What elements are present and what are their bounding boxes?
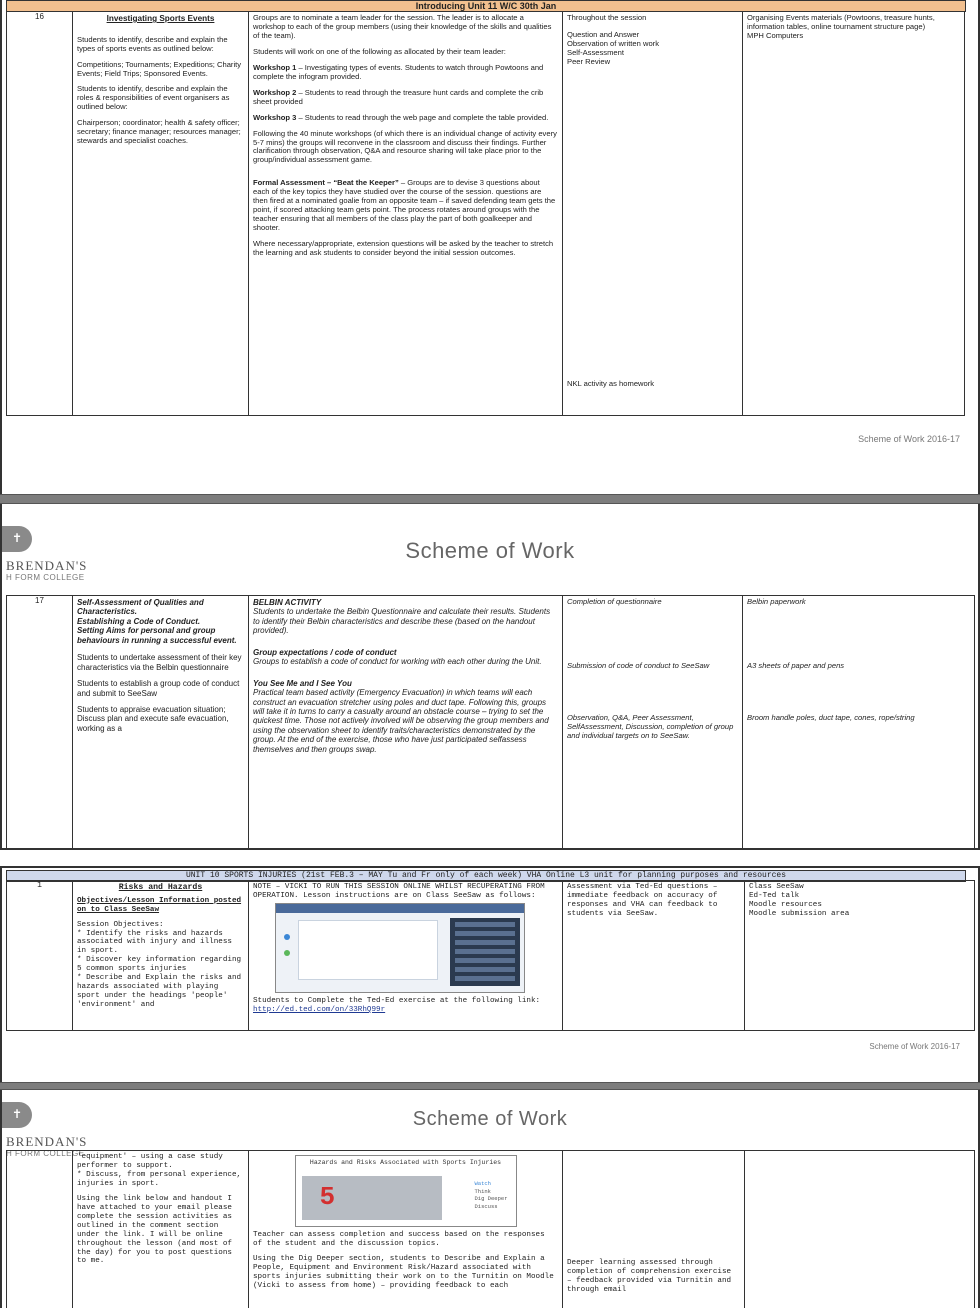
page-footer: Scheme of Work 2016-17	[858, 434, 960, 444]
scheme-table-week-16	[6, 11, 965, 416]
objectives-heading: Objectives/Lesson Information posted on to Class SeeSaw	[77, 896, 242, 914]
resource-item: Broom handle poles, duct tape, cones, rope/string	[747, 713, 915, 722]
assessment-item: Assessment via Ted-Ed questions – immediate feedback on accuracy of responses and VHA can feedback to students via SeeSaw.	[567, 883, 718, 918]
session-title: Risks and Hazards	[118, 883, 203, 892]
assessment-cell	[563, 12, 743, 416]
assessment-item: Observation, Q&A, Peer Assessment, SelfAssessment, Discussion, completion of group and individual targets on to SeeSaw.	[567, 713, 734, 740]
workshop-body: – Investigating types of events. Students to watch through Powtoons and complete the infogram provided.	[253, 62, 544, 81]
assessment-cell	[563, 596, 743, 849]
menu-dig-deeper: Dig Deeper	[474, 1195, 508, 1203]
workshop-2	[253, 89, 558, 107]
page-1	[0, 0, 980, 496]
session-title: Setting Aims for personal and group behaviours in running a successful event.	[77, 626, 237, 645]
activity-body: Students to undertake the Belbin Questionnaire and calculate their results. Students to identify their Belbin characteristics and describe these (based on the handout provided).	[253, 607, 551, 636]
assessment-cell	[563, 1151, 745, 1308]
page-separator	[0, 1082, 980, 1090]
objectives-cell	[73, 881, 249, 1031]
objectives-cell	[73, 12, 249, 416]
table-row	[7, 1151, 975, 1308]
objective-text: Using the link below and handout I have attached to your email please complete the session activities as outlined in the comment section under the link. I will be online throughout the lesson (and most of the day) for you to post questions to me.	[77, 1194, 232, 1266]
objective-text: Students to identify, describe and explain the types of sports events as outlined below:	[77, 34, 228, 53]
resource-item: MPH Computers	[747, 30, 804, 40]
ted-video-thumbnail[interactable]	[295, 1155, 517, 1227]
session-title: Establishing a Code of Conduct.	[77, 616, 201, 626]
workshop-heading: Workshop 1	[253, 62, 297, 72]
unit-banner: Introducing Unit 11 W/C 30th Jan	[6, 0, 966, 12]
logo-subtitle: H FORM COLLEGE	[6, 573, 85, 582]
table-row	[7, 596, 975, 849]
objective-text: * Describe and Explain the risks and hazards associated with playing sport under the headings 'people' 'environment' and	[77, 974, 242, 1010]
table-row	[7, 881, 975, 1031]
page-3	[0, 868, 980, 1082]
activity-heading: Group expectations / code of conduct	[253, 647, 397, 657]
objective-text: Students to appraise evacuation situation; Discuss plan and execute safe evacuation, working as a	[77, 704, 229, 733]
thumbnail-title: Hazards and Risks Associated with Sports Injuries	[309, 1159, 502, 1166]
activity-heading: You See Me and I See You	[253, 678, 352, 688]
formal-assessment-heading: Formal Assessment – “Beat the Keeper”	[253, 178, 399, 188]
menu-discuss: Discuss	[474, 1203, 498, 1211]
crest-icon: ✝	[2, 526, 32, 552]
formal-assessment-body: – Groups are to devise 3 questions about each of the key topics they have studied over the course of the session. questions are then fired at a nominated goalie from an opposite team – if saved defending team gets the point, if scored attacking team gets point. The process rotates around groups with the teacher ensuring that all members of the class play the part of both goalkeeper and shooter.	[253, 178, 556, 233]
ted-instruction: Students to Complete the Ted-Ed exercise at the following link:	[253, 996, 541, 1005]
logo-name: BRENDAN'S	[6, 558, 88, 573]
seesaw-dot	[284, 950, 290, 956]
seesaw-dot	[284, 934, 290, 940]
workshop-1	[253, 64, 558, 82]
activity-body: Groups to establish a code of conduct for working with each other during the Unit.	[253, 657, 542, 667]
activity-body: Practical team based activity (Emergency Evacuation) in which teams will each construct an evacuation stretcher using poles and duct tape. Following this, groups will take it in turns to carry a casualty around an obstacle course – trying to set the quickest time. Those not actively involved will be observing the group members and using the observation sheet to identify traits/characteristics demonstrated by the group. At the end of the exercise, those who have just participated selfassess themselves and then groups swap.	[253, 688, 549, 754]
activity-intro: Students will work on one of the following as allocated by their team leader:	[253, 46, 506, 56]
resources-cell	[743, 596, 975, 849]
workshop-heading: Workshop 2	[253, 87, 297, 97]
objectives-cell	[73, 596, 249, 849]
logo-name: BRENDAN'S	[6, 1134, 88, 1149]
resource-item: Moodle resources	[749, 900, 822, 909]
page-separator	[0, 848, 980, 868]
assessment-item: Observation of written work	[567, 38, 660, 48]
objective-text: Chairperson; coordinator; health & safety officer; secretary; finance manager; resources manager; stewards and specialist coaches.	[77, 118, 241, 146]
activity-following: Following the 40 minute workshops (of which there is an individual change of activity every 5-7 mins) the groups will reconvene in the classroom and discuss their findings. Further clarification through observation, Q&A and resource sharing will take place prior to the group/individual assessment game.	[253, 128, 557, 165]
crest-icon: ✝	[2, 1102, 32, 1128]
assessment-item: Throughout the session	[567, 13, 647, 22]
resource-item: Belbin paperwork	[747, 597, 806, 606]
week-number: 17	[7, 596, 73, 849]
resource-item: Moodle submission area	[749, 909, 850, 918]
menu-watch: Watch	[474, 1180, 491, 1187]
session-title: Investigating Sports Events	[106, 14, 215, 23]
resources-cell	[745, 881, 975, 1031]
activity-heading: BELBIN ACTIVITY	[253, 598, 322, 607]
assessment-item: Peer Review	[567, 56, 611, 66]
resource-item: Ed-Ted talk	[749, 891, 800, 900]
week-cell	[7, 1151, 73, 1308]
page-separator	[0, 494, 980, 504]
unit-banner: UNIT 10 SPORTS INJURIES (21st FEB.3 – MAY Tu and Fr only of each week) VHA Online L3 unit for planning purposes and resources	[6, 870, 966, 882]
objective-text: Session Objectives:	[77, 920, 164, 929]
week-number: 16	[7, 12, 73, 416]
scheme-table-unit-10-continued	[6, 1150, 975, 1308]
activities-cell	[249, 1151, 563, 1308]
resources-cell	[745, 1151, 975, 1308]
week-number: 1	[7, 881, 73, 1031]
workshop-heading: Workshop 3	[253, 112, 297, 122]
assessment-item: Question and Answer	[567, 29, 640, 39]
lesson-panel	[298, 920, 438, 980]
assessment-item: Deeper learning assessed through completion of comprehension exercise – feedback provided via Turnitin and through email	[567, 1259, 732, 1294]
objective-text: Competitions; Tournaments; Expeditions; Charity Events; Field Trips; Sponsored Events.	[77, 59, 242, 78]
objective-text: * Identify the risks and hazards associated with injury and illness in sport.	[77, 929, 232, 956]
scheme-table-week-17	[6, 595, 975, 848]
thumbnail-menu	[474, 1180, 507, 1211]
extension-text: Where necessary/appropriate, extension questions will be asked by the teacher to stretch the learning and ask students to consider beyond the initial session outcomes.	[253, 239, 554, 258]
workshop-body: – Students to read through the treasure hunt cards and complete the crib sheet provided	[253, 87, 544, 106]
resource-item: Organising Events materials (Powtoons, treasure hunts, information tables, online tournament structure page)	[747, 13, 935, 31]
objective-text: * Discover key information regarding 5 common sports injuries	[77, 956, 242, 974]
workshop-3	[253, 114, 558, 123]
operation-note: NOTE – VICKI TO RUN THIS SESSION ONLINE WHILST RECUPERATING FROM OPERATION. Lesson instructions are on Class SeeSaw as follows:	[253, 883, 545, 900]
objective-text: 'equipment' – using a case study performer to support.	[77, 1153, 223, 1170]
menu-think: Think	[474, 1187, 491, 1195]
activities-cell	[249, 596, 563, 849]
resources-cell	[743, 12, 965, 416]
assessment-cell	[563, 881, 745, 1031]
objective-text: Students to undertake assessment of their key characteristics via the Belbin questionnaire	[77, 653, 242, 672]
ted-link[interactable]: http://ed.ted.com/on/33RhQ99r	[253, 1005, 386, 1014]
objectives-cell	[73, 1151, 249, 1308]
page-4	[0, 1090, 980, 1308]
objective-text: * Discuss, from personal experience, injuries in sport.	[77, 1170, 242, 1188]
objective-text: Students to establish a group code of conduct and submit to SeeSaw	[77, 679, 240, 698]
assessment-item: Self-Assessment	[567, 47, 624, 57]
activity-intro: Groups are to nominate a team leader for the session. The leader is to allocate a workshop to each of the group members (using their knowledge of the skills and qualities of the team).	[253, 13, 552, 40]
activities-cell	[249, 12, 563, 416]
dig-deeper-text: Using the Dig Deeper section, students to Describe and Explain a People, Equipment and Environment Risk/Hazard associated with sports injuries submitting their work on to the Turnitin on Moodle (Vicki to assess from home) – providing feedback to each	[253, 1254, 554, 1290]
table-row	[7, 12, 965, 416]
logo-subtitle: H FORM COLLEGE	[6, 1149, 85, 1158]
page-footer: Scheme of Work 2016-17	[869, 1042, 960, 1051]
page-title: Scheme of Work	[412, 1108, 568, 1130]
seesaw-screenshot	[275, 903, 525, 993]
page-title: Scheme of Work	[405, 538, 575, 563]
workshop-body: – Students to read through the web page and complete the table provided.	[296, 112, 549, 122]
student-list-panel	[450, 918, 520, 986]
session-title: Self-Assessment of Qualities and Characteristics.	[77, 598, 204, 617]
objective-text: Students to identify, describe and explain the roles & responsibilities of event organisers as outlined below:	[77, 84, 230, 112]
assessment-item: Completion of questionnaire	[567, 597, 662, 606]
teacher-assessment-text: Teacher can assess completion and success based on the responses of the student and the discussion topics.	[253, 1231, 545, 1248]
assessment-item: Submission of code of conduct to SeeSaw	[567, 661, 710, 670]
resource-item: Class SeeSaw	[749, 883, 804, 891]
page-2	[0, 504, 980, 848]
scheme-table-unit-10	[6, 880, 975, 1031]
resource-item: A3 sheets of paper and pens	[747, 661, 845, 670]
homework-note: NKL activity as homework	[567, 379, 655, 388]
thumbnail-number: 5	[319, 1182, 336, 1212]
activities-cell	[249, 881, 563, 1031]
formal-assessment	[253, 179, 558, 233]
